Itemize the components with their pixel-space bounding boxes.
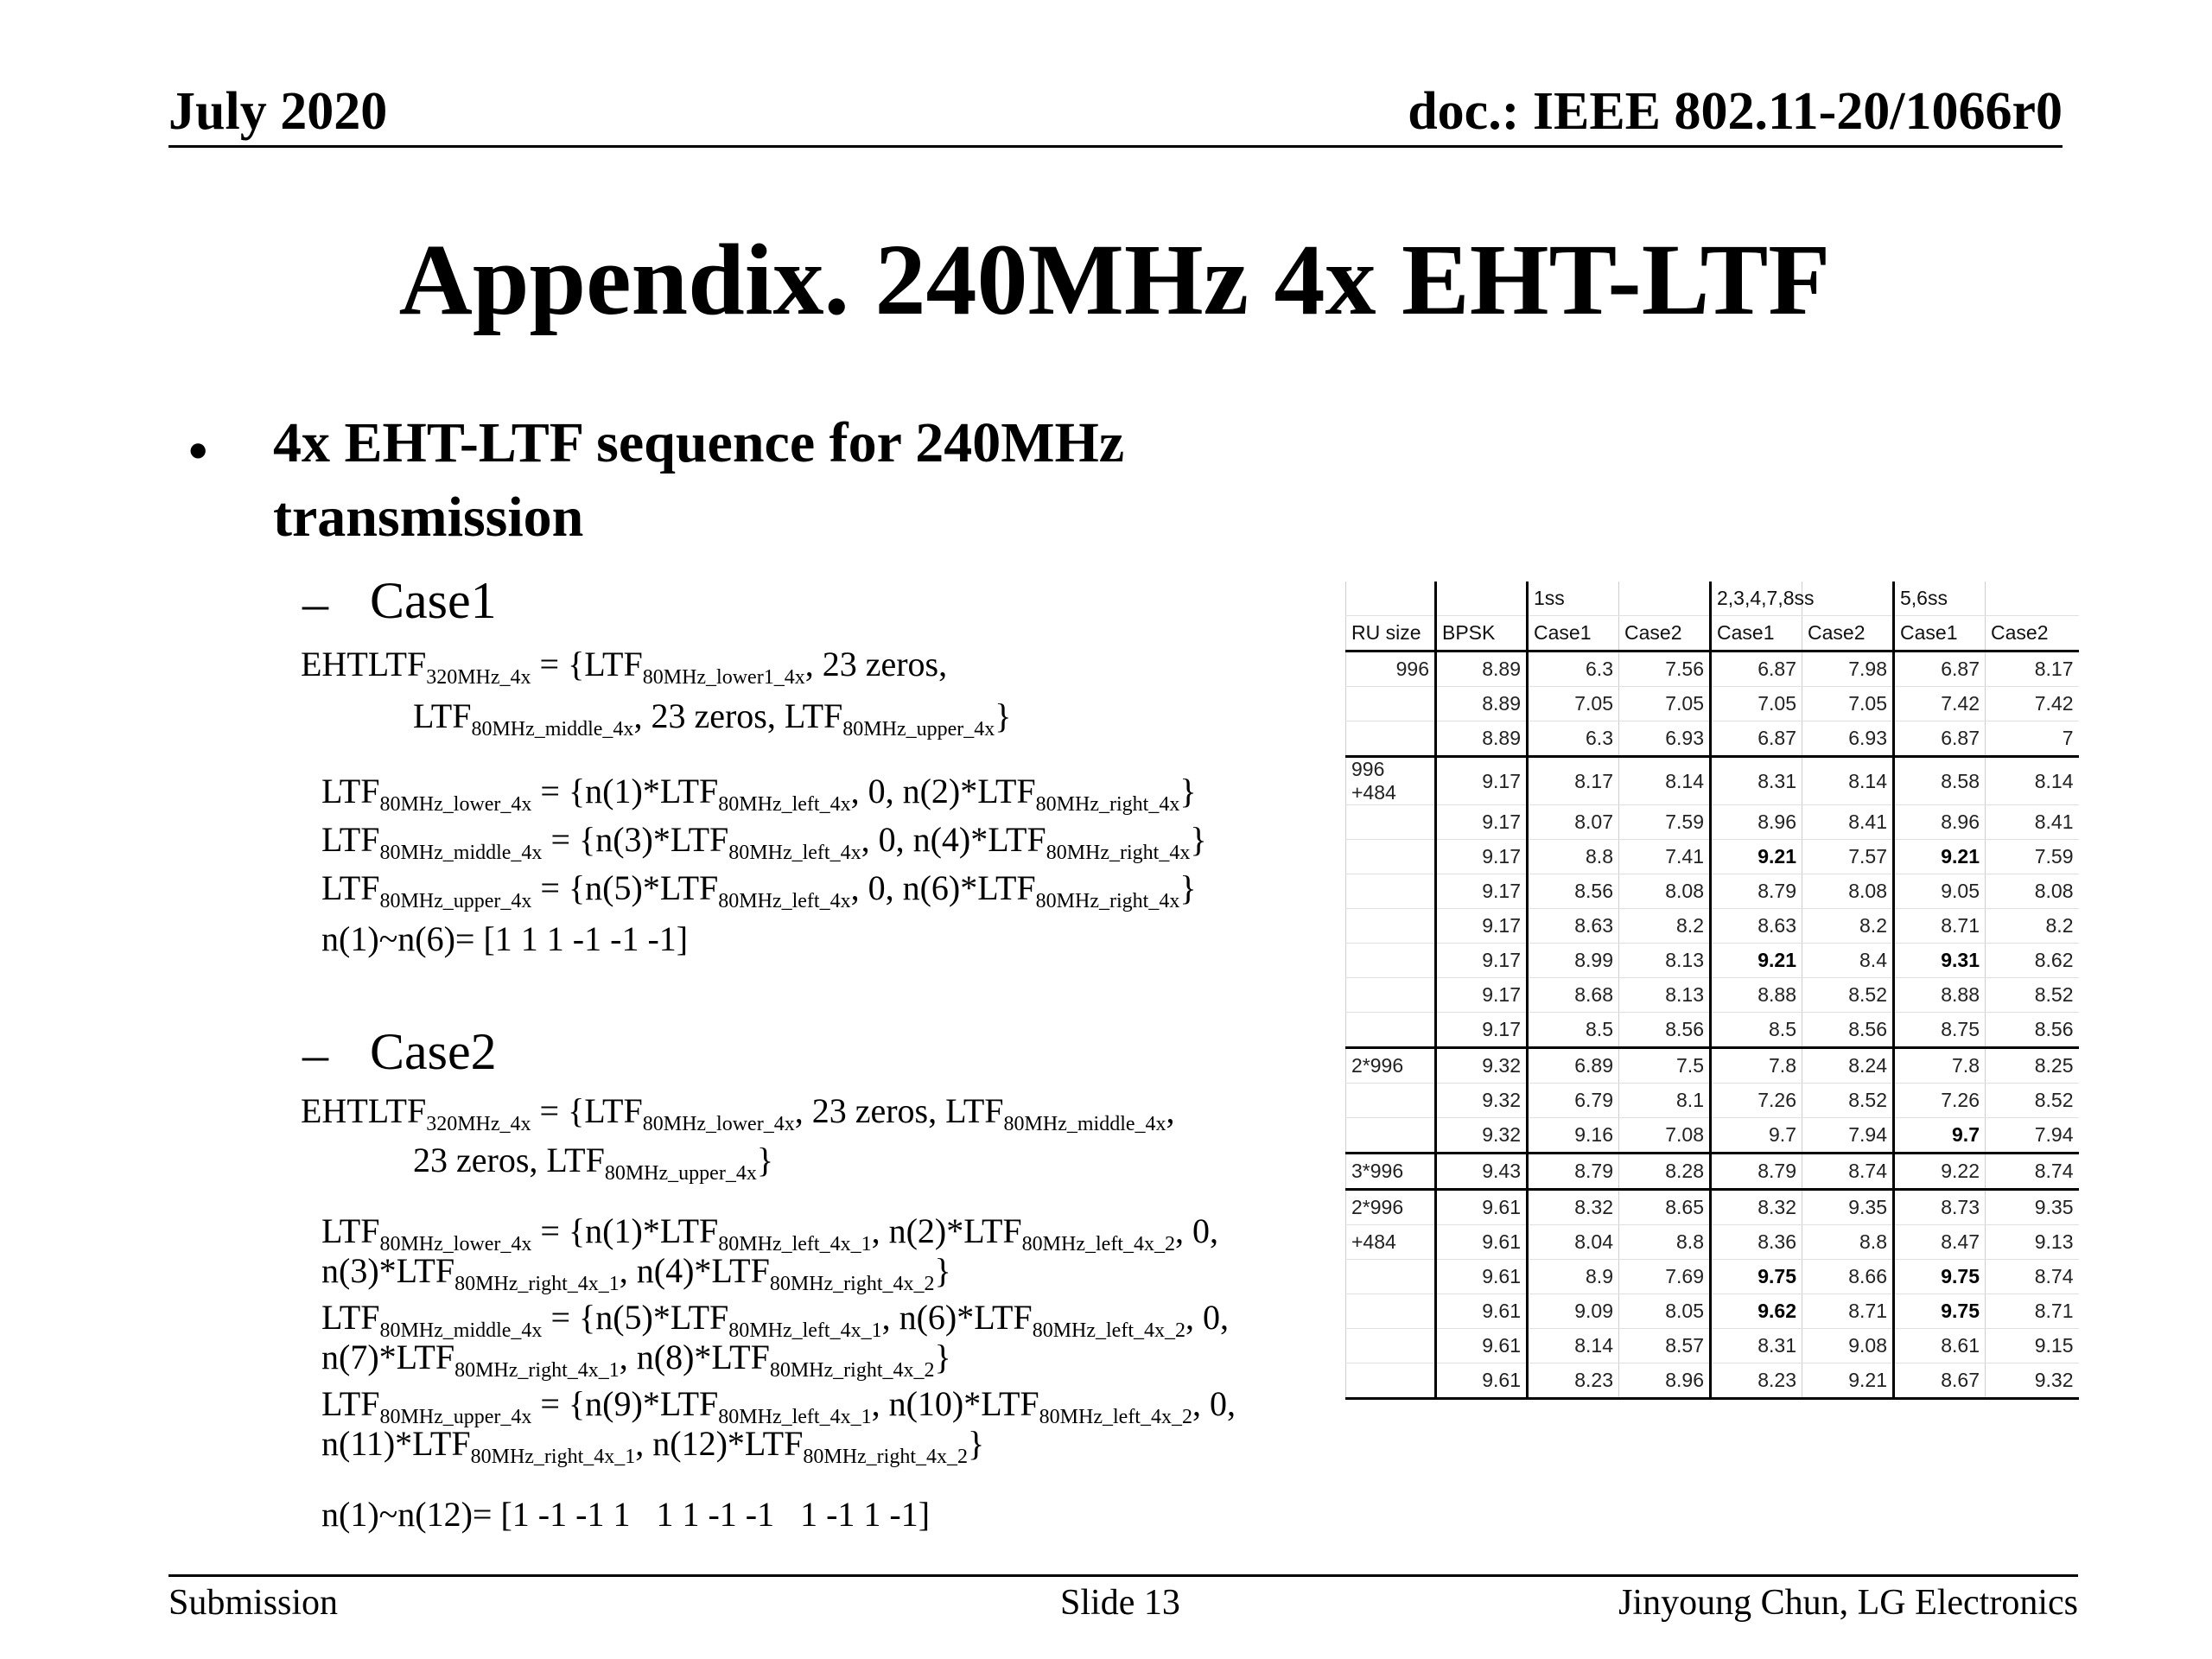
table-row xyxy=(1346,1225,2079,1260)
value-cell: 8.2 xyxy=(1619,909,1711,944)
case2-dash: – xyxy=(302,1026,328,1083)
value-cell: 7.42 xyxy=(1894,687,1986,721)
group-header-cell xyxy=(1436,582,1528,616)
value-cell: 8.56 xyxy=(1528,874,1619,909)
table-group-header-row xyxy=(1346,582,2079,616)
value-cell: 9.21 xyxy=(1711,840,1802,874)
value-cell: 7.05 xyxy=(1528,687,1619,721)
header-date: July 2020 xyxy=(168,82,388,141)
ru-size-cell xyxy=(1346,1329,1436,1363)
value-cell: 7.05 xyxy=(1711,687,1802,721)
case2-eq-line2: 23 zeros, $LTF_{80MHz\_upper\_4x}$} xyxy=(413,1141,774,1185)
value-cell: 8.61 xyxy=(1894,1329,1986,1363)
group-header-cell xyxy=(1619,582,1711,616)
value-cell: 9.35 xyxy=(1986,1190,2079,1225)
case2-heading: Case2 xyxy=(370,1023,497,1080)
value-cell: 8.23 xyxy=(1528,1363,1619,1399)
ru-size-cell xyxy=(1346,840,1436,874)
case2-ltf-middle-1: $LTF_{80MHz\_middle\_4x} = \{n(5)*LTF_{80MHz\_left\_4x\_1}$, $n(6)*LTF_{80MHz\_left\_4x\_2}$, 0, xyxy=(321,1298,1229,1342)
ru-size-cell: 2*996 xyxy=(1346,1048,1436,1084)
value-cell: 6.79 xyxy=(1528,1084,1619,1118)
ru-size-cell: +484 xyxy=(1346,1225,1436,1260)
value-cell: 7 xyxy=(1986,721,2079,757)
value-cell: 8.74 xyxy=(1802,1154,1894,1190)
value-cell: 8.63 xyxy=(1528,909,1619,944)
value-cell: 7.26 xyxy=(1711,1084,1802,1118)
value-cell: 8.79 xyxy=(1711,874,1802,909)
value-cell: 8.23 xyxy=(1711,1363,1802,1399)
value-cell: 9.21 xyxy=(1894,840,1986,874)
value-cell: 9.17 xyxy=(1436,874,1528,909)
table-row xyxy=(1346,944,2079,978)
value-cell: 9.61 xyxy=(1436,1225,1528,1260)
table-row xyxy=(1346,805,2079,840)
value-cell: 9.17 xyxy=(1436,840,1528,874)
value-cell: 6.87 xyxy=(1711,652,1802,687)
value-cell: 6.87 xyxy=(1894,652,1986,687)
performance-table xyxy=(1345,582,2078,1398)
value-cell: 8.88 xyxy=(1711,978,1802,1013)
footer-slide-number: Slide 13 xyxy=(1060,1583,1180,1623)
header-doc-id: doc.: IEEE 802.11-20/1066r0 xyxy=(1408,82,2063,141)
footer-rule xyxy=(168,1574,2078,1577)
value-cell: 9.32 xyxy=(1436,1118,1528,1154)
table-row xyxy=(1346,840,2079,874)
value-cell: 8.52 xyxy=(1986,1084,2079,1118)
value-cell: 7.94 xyxy=(1802,1118,1894,1154)
value-cell: 9.61 xyxy=(1436,1363,1528,1399)
ru-size-cell xyxy=(1346,978,1436,1013)
group-header-cell: 5,6ss xyxy=(1894,582,1986,616)
value-cell: 7.08 xyxy=(1619,1118,1711,1154)
value-cell: 8.14 xyxy=(1619,757,1711,805)
group-header-cell: 2,3,4,7,8ss xyxy=(1711,582,1802,616)
ru-size-cell xyxy=(1346,1084,1436,1118)
table-row xyxy=(1346,721,2079,757)
column-header-cell: Case1 xyxy=(1711,616,1802,652)
bullet-text: 4x EHT-LTF sequence for 240MHz transmission xyxy=(273,411,1125,549)
value-cell: 9.32 xyxy=(1436,1084,1528,1118)
value-cell: 9.13 xyxy=(1986,1225,2079,1260)
value-cell: 8.2 xyxy=(1802,909,1894,944)
value-cell: 8.07 xyxy=(1528,805,1619,840)
table-row xyxy=(1346,1329,2079,1363)
group-header-cell xyxy=(1986,582,2079,616)
case2-ltf-upper-1: $LTF_{80MHz\_upper\_4x} = \{n(9)*LTF_{80MHz\_left\_4x\_1}$, $n(10)*LTF_{80MHz\_left\_4x\_2}$, 0, xyxy=(321,1384,1236,1428)
value-cell: 8.96 xyxy=(1894,805,1986,840)
ru-size-cell xyxy=(1346,1013,1436,1048)
value-cell: 9.35 xyxy=(1802,1190,1894,1225)
value-cell: 9.7 xyxy=(1711,1118,1802,1154)
ru-size-cell xyxy=(1346,1363,1436,1399)
value-cell: 7.59 xyxy=(1986,840,2079,874)
ru-size-cell xyxy=(1346,1294,1436,1329)
value-cell: 9.17 xyxy=(1436,909,1528,944)
case2-ltf-lower-2: $n(3)*LTF_{80MHz\_right\_4x\_1}$, $n(4)*LTF_{80MHz\_right\_4x\_2}$} xyxy=(321,1251,951,1295)
case2-ltf-middle-2: $n(7)*LTF_{80MHz\_right\_4x\_1}$, $n(8)*LTF_{80MHz\_right\_4x\_2}$} xyxy=(321,1338,951,1382)
case1-n-values: n(1)~n(6)= [1 1 1 -1 -1 -1] xyxy=(321,919,689,958)
value-cell: 8.25 xyxy=(1986,1048,2079,1084)
table-row xyxy=(1346,1013,2079,1048)
value-cell: 8.1 xyxy=(1619,1084,1711,1118)
value-cell: 8.88 xyxy=(1894,978,1986,1013)
value-cell: 7.59 xyxy=(1619,805,1711,840)
value-cell: 9.32 xyxy=(1986,1363,2079,1399)
value-cell: 9.75 xyxy=(1711,1260,1802,1294)
value-cell: 8.65 xyxy=(1619,1190,1711,1225)
value-cell: 7.69 xyxy=(1619,1260,1711,1294)
value-cell: 9.17 xyxy=(1436,805,1528,840)
value-cell: 8.4 xyxy=(1802,944,1894,978)
value-cell: 8.08 xyxy=(1802,874,1894,909)
case2-eq-line1: $EHTLTF_{320MHz\_4x} = \{LTF_{80MHz\_lower\_4x}$, 23 zeros, $LTF_{80MHz\_middle\_4x}$, xyxy=(301,1091,1175,1135)
table-row xyxy=(1346,1154,2079,1190)
table-row xyxy=(1346,1260,2079,1294)
value-cell: 6.89 xyxy=(1528,1048,1619,1084)
value-cell: 6.93 xyxy=(1802,721,1894,757)
value-cell: 7.42 xyxy=(1986,687,2079,721)
value-cell: 9.31 xyxy=(1894,944,1986,978)
value-cell: 8.8 xyxy=(1528,840,1619,874)
value-cell: 6.93 xyxy=(1619,721,1711,757)
value-cell: 8.14 xyxy=(1986,757,2079,805)
table-row xyxy=(1346,1084,2079,1118)
value-cell: 9.62 xyxy=(1711,1294,1802,1329)
value-cell: 8.79 xyxy=(1528,1154,1619,1190)
ru-size-cell xyxy=(1346,687,1436,721)
value-cell: 8.89 xyxy=(1436,687,1528,721)
column-header-cell: Case2 xyxy=(1986,616,2079,652)
value-cell: 8.89 xyxy=(1436,652,1528,687)
case1-ltf-upper: $LTF_{80MHz\_upper\_4x} = \{n(5)*LTF_{80MHz\_left\_4x}$, 0, $n(6)*LTF_{80MHz\_right\_4x}$} xyxy=(321,868,1197,912)
case1-dash: – xyxy=(302,575,328,632)
value-cell: 9.61 xyxy=(1436,1294,1528,1329)
value-cell: 8.31 xyxy=(1711,1329,1802,1363)
value-cell: 8.62 xyxy=(1986,944,2079,978)
value-cell: 7.05 xyxy=(1619,687,1711,721)
value-cell: 7.94 xyxy=(1986,1118,2079,1154)
ru-size-cell xyxy=(1346,909,1436,944)
value-cell: 7.26 xyxy=(1894,1084,1986,1118)
value-cell: 8.75 xyxy=(1894,1013,1986,1048)
results-table xyxy=(1345,582,2079,1400)
value-cell: 6.3 xyxy=(1528,652,1619,687)
value-cell: 8.5 xyxy=(1711,1013,1802,1048)
value-cell: 8.71 xyxy=(1986,1294,2079,1329)
ru-size-cell: 2*996 xyxy=(1346,1190,1436,1225)
value-cell: 9.17 xyxy=(1436,1013,1528,1048)
value-cell: 8.71 xyxy=(1802,1294,1894,1329)
table-row xyxy=(1346,978,2079,1013)
value-cell: 8.32 xyxy=(1528,1190,1619,1225)
value-cell: 9.61 xyxy=(1436,1329,1528,1363)
group-header-cell xyxy=(1346,582,1436,616)
value-cell: 8.41 xyxy=(1802,805,1894,840)
ru-size-cell: 996 +484 xyxy=(1346,757,1436,805)
group-header-cell xyxy=(1802,582,1894,616)
value-cell: 9.61 xyxy=(1436,1260,1528,1294)
value-cell: 8.52 xyxy=(1802,978,1894,1013)
value-cell: 8.31 xyxy=(1711,757,1802,805)
value-cell: 8.2 xyxy=(1986,909,2079,944)
value-cell: 8.57 xyxy=(1619,1329,1711,1363)
value-cell: 8.5 xyxy=(1528,1013,1619,1048)
value-cell: 9.43 xyxy=(1436,1154,1528,1190)
table-row xyxy=(1346,1363,2079,1399)
value-cell: 8.74 xyxy=(1986,1154,2079,1190)
column-header-cell: Case1 xyxy=(1894,616,1986,652)
column-header-cell: RU size xyxy=(1346,616,1436,652)
table-row xyxy=(1346,1048,2079,1084)
ru-size-cell: 996 xyxy=(1346,652,1436,687)
value-cell: 8.24 xyxy=(1802,1048,1894,1084)
table-row xyxy=(1346,1294,2079,1329)
value-cell: 7.56 xyxy=(1619,652,1711,687)
table-row xyxy=(1346,1118,2079,1154)
case2-ltf-lower-1: $LTF_{80MHz\_lower\_4x} = \{n(1)*LTF_{80MHz\_left\_4x\_1}$, $n(2)*LTF_{80MHz\_left\_4x\_2}$, 0, xyxy=(321,1211,1218,1255)
ru-size-cell xyxy=(1346,805,1436,840)
value-cell: 8.17 xyxy=(1986,652,2079,687)
value-cell: 8.13 xyxy=(1619,944,1711,978)
value-cell: 8.68 xyxy=(1528,978,1619,1013)
value-cell: 9.17 xyxy=(1436,978,1528,1013)
value-cell: 8.47 xyxy=(1894,1225,1986,1260)
value-cell: 8.05 xyxy=(1619,1294,1711,1329)
value-cell: 8.14 xyxy=(1802,757,1894,805)
group-header-cell: 1ss xyxy=(1528,582,1619,616)
value-cell: 8.99 xyxy=(1528,944,1619,978)
value-cell: 8.52 xyxy=(1986,978,2079,1013)
value-cell: 8.63 xyxy=(1711,909,1802,944)
column-header-cell: BPSK xyxy=(1436,616,1528,652)
column-header-cell: Case1 xyxy=(1528,616,1619,652)
value-cell: 8.8 xyxy=(1619,1225,1711,1260)
value-cell: 9.21 xyxy=(1802,1363,1894,1399)
value-cell: 8.96 xyxy=(1619,1363,1711,1399)
value-cell: 8.41 xyxy=(1986,805,2079,840)
value-cell: 8.36 xyxy=(1711,1225,1802,1260)
value-cell: 8.9 xyxy=(1528,1260,1619,1294)
value-cell: 9.7 xyxy=(1894,1118,1986,1154)
value-cell: 9.17 xyxy=(1436,757,1528,805)
slide-title: Appendix. 240MHz 4x EHT-LTF xyxy=(398,223,1831,336)
value-cell: 9.16 xyxy=(1528,1118,1619,1154)
case1-eq-line1: $EHTLTF_{320MHz\_4x} = \{LTF_{80MHz\_lower1\_4x}$, 23 zeros, xyxy=(301,645,948,689)
header-rule xyxy=(168,145,2063,148)
value-cell: 8.56 xyxy=(1802,1013,1894,1048)
value-cell: 9.17 xyxy=(1436,944,1528,978)
value-cell: 8.17 xyxy=(1528,757,1619,805)
value-cell: 8.28 xyxy=(1619,1154,1711,1190)
value-cell: 9.15 xyxy=(1986,1329,2079,1363)
value-cell: 9.05 xyxy=(1894,874,1986,909)
column-header-cell: Case2 xyxy=(1802,616,1894,652)
value-cell: 8.67 xyxy=(1894,1363,1986,1399)
value-cell: 7.41 xyxy=(1619,840,1711,874)
case1-ltf-middle: $LTF_{80MHz\_middle\_4x} = \{n(3)*LTF_{80MHz\_left\_4x}$, 0, $n(4)*LTF_{80MHz\_right\_4x}$} xyxy=(321,820,1207,864)
ru-size-cell xyxy=(1346,944,1436,978)
value-cell: 7.5 xyxy=(1619,1048,1711,1084)
table-row xyxy=(1346,874,2079,909)
value-cell: 8.52 xyxy=(1802,1084,1894,1118)
value-cell: 7.98 xyxy=(1802,652,1894,687)
value-cell: 9.21 xyxy=(1711,944,1802,978)
value-cell: 9.09 xyxy=(1528,1294,1619,1329)
value-cell: 8.32 xyxy=(1711,1190,1802,1225)
bullet-symbol: • xyxy=(188,420,208,481)
value-cell: 6.87 xyxy=(1711,721,1802,757)
value-cell: 8.96 xyxy=(1711,805,1802,840)
table-row xyxy=(1346,757,2079,805)
value-cell: 9.61 xyxy=(1436,1190,1528,1225)
value-cell: 8.04 xyxy=(1528,1225,1619,1260)
value-cell: 9.75 xyxy=(1894,1294,1986,1329)
footer-submission: Submission xyxy=(168,1583,339,1623)
table-row xyxy=(1346,909,2079,944)
value-cell: 6.3 xyxy=(1528,721,1619,757)
case1-eq-line2: $LTF_{80MHz\_middle\_4x}$, 23 zeros, $LTF_{80MHz\_upper\_4x}$} xyxy=(413,696,1012,741)
ru-size-cell xyxy=(1346,1118,1436,1154)
value-cell: 8.08 xyxy=(1619,874,1711,909)
column-header-cell: Case2 xyxy=(1619,616,1711,652)
value-cell: 8.13 xyxy=(1619,978,1711,1013)
ru-size-cell xyxy=(1346,874,1436,909)
value-cell: 9.75 xyxy=(1894,1260,1986,1294)
table-row xyxy=(1346,652,2079,687)
value-cell: 8.14 xyxy=(1528,1329,1619,1363)
value-cell: 8.71 xyxy=(1894,909,1986,944)
value-cell: 8.08 xyxy=(1986,874,2079,909)
ru-size-cell: 3*996 xyxy=(1346,1154,1436,1190)
value-cell: 6.87 xyxy=(1894,721,1986,757)
value-cell: 8.74 xyxy=(1986,1260,2079,1294)
value-cell: 8.56 xyxy=(1619,1013,1711,1048)
value-cell: 9.32 xyxy=(1436,1048,1528,1084)
value-cell: 9.08 xyxy=(1802,1329,1894,1363)
case2-ltf-upper-2: $n(11)*LTF_{80MHz\_right\_4x\_1}$, $n(12)*LTF_{80MHz\_right\_4x\_2}$} xyxy=(321,1424,985,1468)
value-cell: 8.56 xyxy=(1986,1013,2079,1048)
value-cell: 7.05 xyxy=(1802,687,1894,721)
ru-size-cell xyxy=(1346,721,1436,757)
case1-ltf-lower: $LTF_{80MHz\_lower\_4x} = \{n(1)*LTF_{80MHz\_left\_4x}$, 0, $n(2)*LTF_{80MHz\_right\_4x}$} xyxy=(321,772,1197,816)
value-cell: 8.79 xyxy=(1711,1154,1802,1190)
case1-heading: Case1 xyxy=(370,572,497,629)
value-cell: 8.58 xyxy=(1894,757,1986,805)
value-cell: 7.8 xyxy=(1894,1048,1986,1084)
value-cell: 8.66 xyxy=(1802,1260,1894,1294)
table-column-header-row xyxy=(1346,616,2079,652)
value-cell: 7.57 xyxy=(1802,840,1894,874)
value-cell: 9.22 xyxy=(1894,1154,1986,1190)
ru-size-cell xyxy=(1346,1260,1436,1294)
table-row xyxy=(1346,687,2079,721)
case2-n-values: n(1)~n(12)= [1 -1 -1 1 1 1 -1 -1 1 -1 1 -1] xyxy=(321,1495,931,1534)
footer-author: Jinyoung Chun, LG Electronics xyxy=(1618,1583,2078,1623)
value-cell: 8.73 xyxy=(1894,1190,1986,1225)
value-cell: 8.8 xyxy=(1802,1225,1894,1260)
table-row xyxy=(1346,1190,2079,1225)
value-cell: 7.8 xyxy=(1711,1048,1802,1084)
value-cell: 8.89 xyxy=(1436,721,1528,757)
